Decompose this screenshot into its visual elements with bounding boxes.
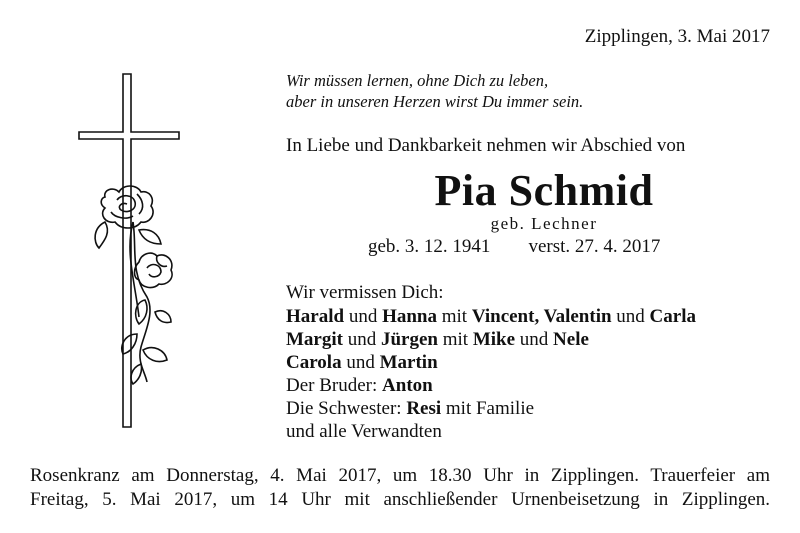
mourner-row: Die Schwester: Resi mit Familie — [286, 398, 535, 419]
cross-with-roses-icon — [75, 72, 185, 432]
mourner-row: und alle Verwandten — [286, 421, 442, 442]
mourners-label: Wir vermissen Dich: — [286, 282, 444, 303]
date-line: Zipplingen, 3. Mai 2017 — [584, 26, 770, 47]
quote-line: aber in unseren Herzen wirst Du immer sein. — [286, 92, 584, 111]
birth-date: geb. 3. 12. 1941 — [368, 236, 491, 257]
mourner-row: Margit und Jürgen mit Mike und Nele — [286, 329, 589, 350]
service-line: Rosenkranz am Donnerstag, 4. Mai 2017, um 18.30 Uhr in Zipplingen. Trauerfeier am — [30, 465, 770, 486]
mourners-list — [286, 305, 696, 443]
quote-line: Wir müssen lernen, ohne Dich zu leben, — [286, 71, 549, 90]
life-dates — [368, 236, 660, 258]
birth-name: geb. Lechner — [490, 214, 598, 233]
mourner-row: Harald und Hanna mit Vincent, Valentin und Carla — [286, 306, 696, 327]
mourner-row: Carola und Martin — [286, 352, 438, 373]
deceased-name: Pia Schmid — [434, 166, 654, 215]
mourner-row: Der Bruder: Anton — [286, 375, 433, 396]
death-date: verst. 27. 4. 2017 — [528, 236, 661, 257]
memorial-quote — [286, 70, 583, 112]
service-line: Freitag, 5. Mai 2017, um 14 Uhr mit anschließender Urnenbeisetzung in Zipplingen. — [30, 489, 770, 510]
farewell-intro: In Liebe und Dankbarkeit nehmen wir Abschied von — [286, 135, 686, 156]
service-details — [30, 464, 770, 512]
